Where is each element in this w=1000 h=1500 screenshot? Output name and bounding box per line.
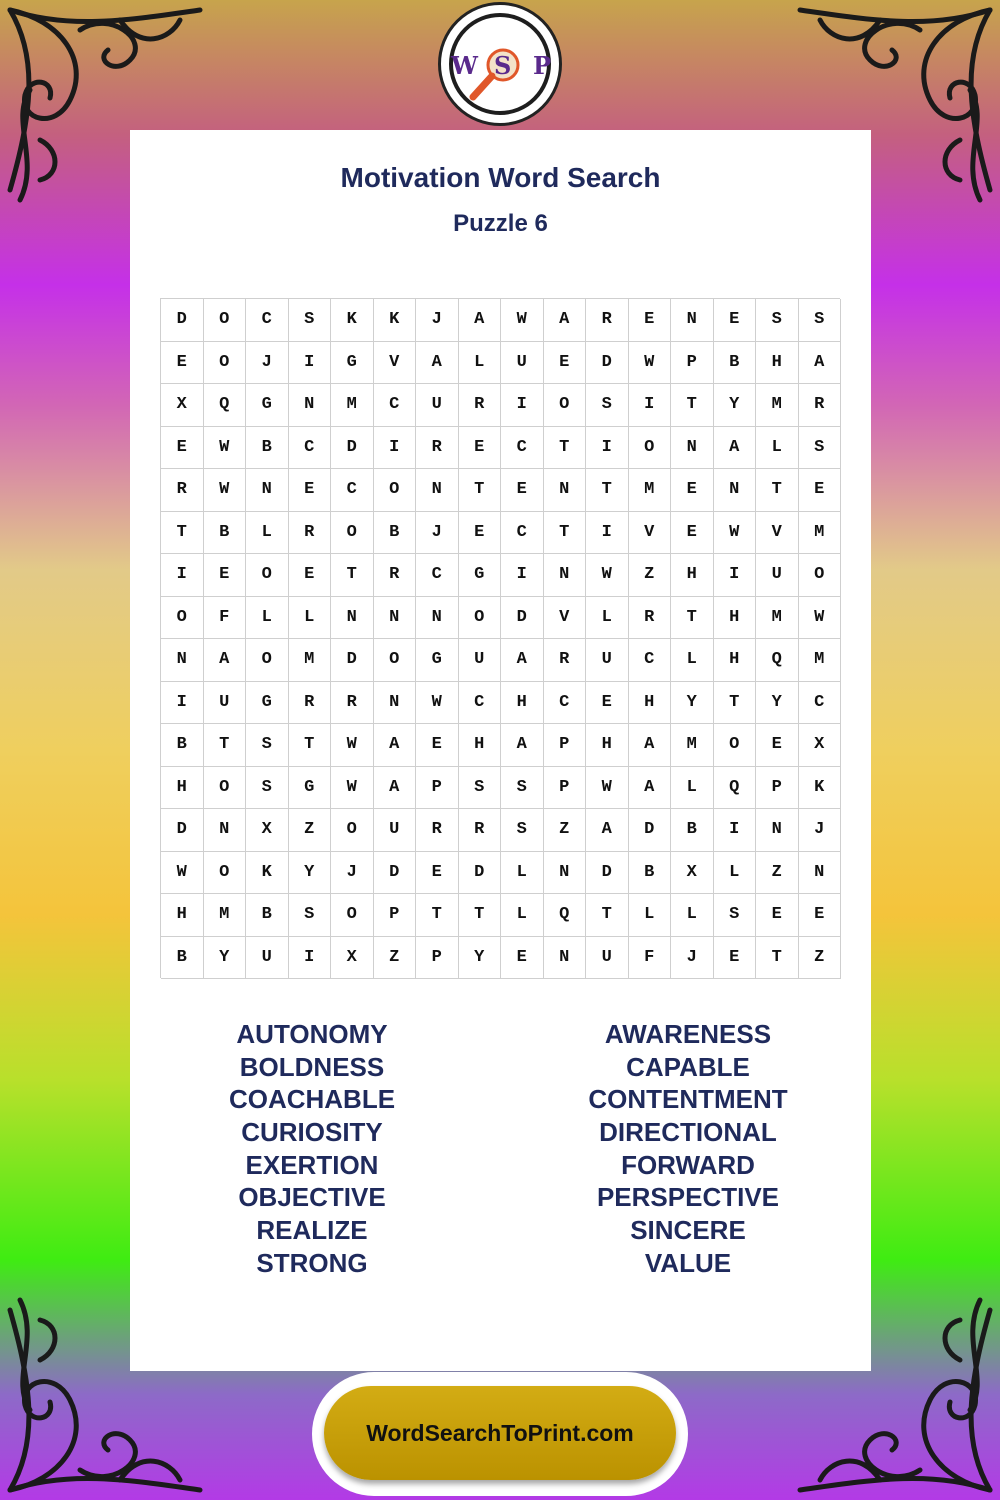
grid-cell[interactable]: N	[714, 469, 757, 512]
word-list-item: SINCERE	[630, 1215, 746, 1246]
grid-cell[interactable]: U	[416, 384, 459, 427]
grid-cell[interactable]: R	[289, 682, 332, 725]
grid-cell[interactable]: H	[501, 682, 544, 725]
grid-cell[interactable]: C	[374, 384, 417, 427]
grid-cell[interactable]: H	[161, 894, 204, 937]
grid-cell[interactable]: O	[204, 767, 247, 810]
grid-cell[interactable]: S	[756, 299, 799, 342]
grid-cell[interactable]: E	[756, 724, 799, 767]
grid-cell[interactable]: W	[501, 299, 544, 342]
grid-cell[interactable]: W	[204, 427, 247, 470]
grid-cell[interactable]: H	[714, 597, 757, 640]
grid-cell[interactable]: K	[799, 767, 842, 810]
grid-cell[interactable]: T	[289, 724, 332, 767]
grid-cell[interactable]: S	[459, 767, 502, 810]
grid-cell[interactable]: A	[501, 724, 544, 767]
grid-cell[interactable]: E	[161, 427, 204, 470]
grid-cell[interactable]: R	[459, 809, 502, 852]
grid-cell[interactable]: O	[246, 639, 289, 682]
grid-cell[interactable]: G	[246, 384, 289, 427]
grid-cell[interactable]: Y	[459, 937, 502, 980]
grid-cell[interactable]: S	[501, 767, 544, 810]
grid-cell[interactable]: E	[161, 342, 204, 385]
grid-cell[interactable]: A	[799, 342, 842, 385]
grid-cell[interactable]: U	[374, 809, 417, 852]
grid-cell[interactable]: T	[671, 384, 714, 427]
grid-cell[interactable]: Z	[629, 554, 672, 597]
grid-cell[interactable]: G	[331, 342, 374, 385]
grid-cell[interactable]: T	[459, 894, 502, 937]
grid-cell[interactable]: P	[544, 767, 587, 810]
grid-cell[interactable]: A	[374, 767, 417, 810]
grid-cell[interactable]: B	[161, 724, 204, 767]
grid-cell[interactable]: B	[629, 852, 672, 895]
grid-cell[interactable]: O	[246, 554, 289, 597]
grid-cell[interactable]: U	[459, 639, 502, 682]
grid-cell[interactable]: M	[756, 384, 799, 427]
grid-cell[interactable]: V	[629, 512, 672, 555]
grid-cell[interactable]: N	[799, 852, 842, 895]
grid-cell[interactable]: M	[799, 639, 842, 682]
grid-cell[interactable]: M	[756, 597, 799, 640]
grid-cell[interactable]: I	[714, 809, 757, 852]
grid-cell[interactable]: L	[586, 597, 629, 640]
grid-cell[interactable]: B	[714, 342, 757, 385]
word-list-item: CAPABLE	[626, 1051, 750, 1082]
grid-cell[interactable]: D	[331, 639, 374, 682]
grid-cell[interactable]: T	[544, 512, 587, 555]
word-list-item: BOLDNESS	[239, 1051, 385, 1082]
grid-cell[interactable]: R	[586, 299, 629, 342]
grid-cell[interactable]: C	[459, 682, 502, 725]
grid-cell[interactable]: T	[331, 554, 374, 597]
grid-cell[interactable]: S	[501, 809, 544, 852]
grid-cell[interactable]: T	[756, 469, 799, 512]
grid-cell[interactable]: E	[459, 427, 502, 470]
grid-cell[interactable]: H	[714, 639, 757, 682]
grid-cell[interactable]: T	[459, 469, 502, 512]
footer-site-label: WordSearchToPrint.com	[366, 1419, 634, 1446]
grid-cell[interactable]: K	[374, 299, 417, 342]
word-list-right	[538, 1018, 838, 1280]
grid-cell[interactable]: M	[671, 724, 714, 767]
grid-cell[interactable]: O	[629, 427, 672, 470]
grid-cell[interactable]: I	[161, 554, 204, 597]
grid-cell[interactable]: H	[161, 767, 204, 810]
grid-cell[interactable]: N	[756, 809, 799, 852]
grid-cell[interactable]: O	[374, 639, 417, 682]
grid-cell[interactable]: I	[501, 554, 544, 597]
grid-cell[interactable]: K	[331, 299, 374, 342]
grid-cell[interactable]: W	[586, 767, 629, 810]
grid-cell[interactable]: I	[289, 937, 332, 980]
grid-cell[interactable]: I	[586, 512, 629, 555]
grid-cell[interactable]: H	[459, 724, 502, 767]
footer-site-button[interactable]	[324, 1386, 676, 1480]
grid-cell[interactable]: S	[246, 767, 289, 810]
grid-cell[interactable]: D	[501, 597, 544, 640]
grid-cell[interactable]: L	[459, 342, 502, 385]
grid-cell[interactable]: O	[374, 469, 417, 512]
grid-cell[interactable]: L	[501, 852, 544, 895]
grid-cell[interactable]: L	[246, 597, 289, 640]
grid-cell[interactable]: L	[756, 427, 799, 470]
grid-cell[interactable]: D	[459, 852, 502, 895]
grid-cell[interactable]: S	[714, 894, 757, 937]
grid-cell[interactable]: R	[416, 809, 459, 852]
grid-cell[interactable]: C	[289, 427, 332, 470]
grid-cell[interactable]: C	[501, 427, 544, 470]
grid-cell[interactable]: M	[204, 894, 247, 937]
grid-cell[interactable]: G	[416, 639, 459, 682]
grid-cell[interactable]: O	[331, 512, 374, 555]
grid-cell[interactable]: C	[544, 682, 587, 725]
word-list-item: STRONG	[256, 1247, 368, 1278]
grid-cell[interactable]: S	[246, 724, 289, 767]
grid-cell[interactable]: J	[246, 342, 289, 385]
grid-cell[interactable]: Z	[374, 937, 417, 980]
grid-cell[interactable]: X	[331, 937, 374, 980]
grid-cell[interactable]: G	[459, 554, 502, 597]
grid-cell[interactable]: I	[586, 427, 629, 470]
grid-cell[interactable]: C	[331, 469, 374, 512]
grid-cell[interactable]: Y	[671, 682, 714, 725]
grid-cell[interactable]: U	[756, 554, 799, 597]
grid-cell[interactable]: Z	[289, 809, 332, 852]
grid-cell[interactable]: W	[331, 767, 374, 810]
grid-cell[interactable]: N	[416, 469, 459, 512]
word-list-item: FORWARD	[621, 1149, 755, 1180]
grid-cell[interactable]: J	[416, 512, 459, 555]
grid-cell[interactable]: U	[586, 937, 629, 980]
grid-cell[interactable]: E	[629, 299, 672, 342]
grid-cell[interactable]: O	[204, 342, 247, 385]
grid-cell[interactable]: E	[586, 682, 629, 725]
grid-cell[interactable]: R	[416, 427, 459, 470]
grid-cell[interactable]: B	[246, 427, 289, 470]
grid-cell[interactable]: Y	[756, 682, 799, 725]
grid-cell[interactable]: L	[671, 639, 714, 682]
grid-cell[interactable]: I	[629, 384, 672, 427]
grid-cell[interactable]: O	[204, 299, 247, 342]
grid-cell[interactable]: A	[501, 639, 544, 682]
grid-cell[interactable]: L	[246, 512, 289, 555]
grid-cell[interactable]: D	[586, 852, 629, 895]
grid-cell[interactable]: Z	[756, 852, 799, 895]
grid-cell[interactable]: Z	[544, 809, 587, 852]
grid-cell[interactable]: Q	[544, 894, 587, 937]
grid-cell[interactable]: A	[204, 639, 247, 682]
word-list-item: PERSPECTIVE	[596, 1182, 780, 1213]
word-list-item: OBJECTIVE	[238, 1182, 386, 1213]
grid-cell[interactable]: R	[544, 639, 587, 682]
grid-cell[interactable]: W	[416, 682, 459, 725]
logo-letter-s: S	[494, 51, 512, 80]
grid-cell[interactable]: D	[629, 809, 672, 852]
grid-cell[interactable]: L	[671, 767, 714, 810]
grid-cell[interactable]: E	[204, 554, 247, 597]
grid-cell[interactable]: H	[671, 554, 714, 597]
grid-cell[interactable]: A	[374, 724, 417, 767]
grid-cell[interactable]: E	[459, 512, 502, 555]
grid-cell[interactable]: C	[416, 554, 459, 597]
grid-cell[interactable]: M	[289, 639, 332, 682]
grid-cell[interactable]: N	[671, 427, 714, 470]
page-title: Motivation Word Search	[340, 162, 661, 193]
letter-grid	[160, 298, 840, 978]
grid-cell[interactable]: E	[416, 852, 459, 895]
grid-cell[interactable]: N	[544, 937, 587, 980]
word-list-item: EXERTION	[245, 1149, 379, 1180]
word-list-item: REALIZE	[256, 1215, 368, 1246]
grid-cell[interactable]: I	[289, 342, 332, 385]
grid-cell[interactable]: B	[671, 809, 714, 852]
grid-cell[interactable]: E	[501, 469, 544, 512]
grid-cell[interactable]: S	[289, 299, 332, 342]
grid-cell[interactable]: C	[799, 682, 842, 725]
grid-cell[interactable]: T	[756, 937, 799, 980]
grid-cell[interactable]: E	[714, 299, 757, 342]
grid-cell[interactable]: B	[374, 512, 417, 555]
grid-cell[interactable]: J	[331, 852, 374, 895]
grid-cell[interactable]: X	[246, 809, 289, 852]
grid-cell[interactable]: H	[756, 342, 799, 385]
puzzle-subtitle: Puzzle 6	[453, 210, 548, 237]
word-list-item: CURIOSITY	[241, 1117, 383, 1148]
grid-cell[interactable]: F	[204, 597, 247, 640]
grid-cell[interactable]: N	[671, 299, 714, 342]
grid-cell[interactable]: M	[799, 512, 842, 555]
grid-cell[interactable]: L	[289, 597, 332, 640]
grid-cell[interactable]: W	[586, 554, 629, 597]
word-list-left	[162, 1018, 462, 1280]
grid-cell[interactable]: K	[246, 852, 289, 895]
grid-cell[interactable]: L	[501, 894, 544, 937]
grid-cell[interactable]: E	[756, 894, 799, 937]
grid-cell[interactable]: C	[246, 299, 289, 342]
grid-cell[interactable]: D	[331, 427, 374, 470]
grid-cell[interactable]: R	[331, 682, 374, 725]
word-list-item: COACHABLE	[228, 1084, 396, 1115]
grid-cell[interactable]: Y	[204, 937, 247, 980]
grid-cell[interactable]: Y	[714, 384, 757, 427]
grid-cell[interactable]: I	[501, 384, 544, 427]
grid-cell[interactable]: A	[629, 724, 672, 767]
grid-cell[interactable]: Y	[289, 852, 332, 895]
grid-cell[interactable]: N	[544, 469, 587, 512]
grid-cell[interactable]: C	[629, 639, 672, 682]
grid-cell[interactable]: A	[586, 809, 629, 852]
grid-cell[interactable]: R	[799, 384, 842, 427]
grid-cell[interactable]: B	[204, 512, 247, 555]
grid-cell[interactable]: P	[416, 767, 459, 810]
word-list-item: DIRECTIONAL	[599, 1117, 777, 1148]
word-list-item: AWARENESS	[604, 1019, 772, 1049]
grid-cell[interactable]: R	[161, 469, 204, 512]
grid-cell[interactable]: E	[671, 469, 714, 512]
grid-cell[interactable]: S	[799, 427, 842, 470]
grid-cell[interactable]: G	[289, 767, 332, 810]
grid-cell[interactable]: I	[161, 682, 204, 725]
grid-cell[interactable]: I	[714, 554, 757, 597]
grid-cell[interactable]: P	[374, 894, 417, 937]
grid-cell[interactable]: L	[671, 894, 714, 937]
grid-cell[interactable]: A	[416, 342, 459, 385]
grid-cell[interactable]: B	[161, 937, 204, 980]
grid-cell[interactable]: Z	[799, 937, 842, 980]
grid-cell[interactable]: L	[629, 894, 672, 937]
grid-cell[interactable]: E	[714, 937, 757, 980]
grid-cell[interactable]: W	[204, 469, 247, 512]
grid-cell[interactable]: O	[459, 597, 502, 640]
word-list-item: VALUE	[644, 1247, 732, 1278]
grid-cell[interactable]: U	[586, 639, 629, 682]
grid-cell[interactable]: E	[671, 512, 714, 555]
grid-cell[interactable]: W	[161, 852, 204, 895]
grid-cell[interactable]: O	[204, 852, 247, 895]
grid-cell[interactable]: D	[161, 809, 204, 852]
grid-cell[interactable]: S	[289, 894, 332, 937]
grid-cell[interactable]: E	[289, 469, 332, 512]
grid-cell[interactable]: T	[586, 469, 629, 512]
grid-cell[interactable]: Q	[756, 639, 799, 682]
grid-cell[interactable]: T	[544, 427, 587, 470]
grid-cell[interactable]: P	[416, 937, 459, 980]
grid-cell[interactable]: P	[756, 767, 799, 810]
word-list-item: CONTENTMENT	[588, 1084, 788, 1115]
grid-cell[interactable]: N	[246, 469, 289, 512]
grid-cell[interactable]: S	[586, 384, 629, 427]
grid-cell[interactable]: O	[331, 894, 374, 937]
grid-cell[interactable]: P	[544, 724, 587, 767]
grid-cell[interactable]: P	[671, 342, 714, 385]
grid-cell[interactable]: T	[416, 894, 459, 937]
grid-cell[interactable]: O	[331, 809, 374, 852]
grid-cell[interactable]: A	[714, 427, 757, 470]
grid-cell[interactable]: T	[671, 597, 714, 640]
grid-cell[interactable]: G	[246, 682, 289, 725]
grid-cell[interactable]: T	[161, 512, 204, 555]
grid-cell[interactable]: O	[161, 597, 204, 640]
grid-cell[interactable]: S	[799, 299, 842, 342]
grid-cell[interactable]: E	[501, 937, 544, 980]
grid-cell[interactable]: W	[629, 342, 672, 385]
grid-cell[interactable]: D	[374, 852, 417, 895]
grid-cell[interactable]: W	[331, 724, 374, 767]
grid-cell[interactable]: F	[629, 937, 672, 980]
grid-cell[interactable]: W	[799, 597, 842, 640]
grid-cell[interactable]: O	[544, 384, 587, 427]
grid-cell[interactable]: X	[799, 724, 842, 767]
grid-cell[interactable]: N	[544, 852, 587, 895]
puzzle-sheet	[130, 130, 871, 1371]
grid-cell[interactable]: R	[629, 597, 672, 640]
grid-cell[interactable]: A	[459, 299, 502, 342]
grid-cell[interactable]: L	[714, 852, 757, 895]
grid-cell[interactable]: J	[671, 937, 714, 980]
grid-cell[interactable]: J	[416, 299, 459, 342]
logo-letter-p: P	[533, 51, 552, 80]
grid-cell[interactable]: R	[459, 384, 502, 427]
grid-cell[interactable]: U	[204, 682, 247, 725]
grid-cell[interactable]: T	[204, 724, 247, 767]
grid-cell[interactable]: U	[501, 342, 544, 385]
grid-cell[interactable]: V	[374, 342, 417, 385]
grid-cell[interactable]: R	[374, 554, 417, 597]
grid-cell[interactable]: A	[544, 299, 587, 342]
grid-cell[interactable]: N	[161, 639, 204, 682]
grid-cell[interactable]: V	[756, 512, 799, 555]
grid-cell[interactable]: N	[374, 682, 417, 725]
grid-cell[interactable]: T	[714, 682, 757, 725]
grid-cell[interactable]: T	[586, 894, 629, 937]
grid-cell[interactable]: D	[161, 299, 204, 342]
grid-cell[interactable]: N	[416, 597, 459, 640]
grid-cell[interactable]: E	[416, 724, 459, 767]
grid-cell[interactable]: X	[671, 852, 714, 895]
grid-cell[interactable]: E	[289, 554, 332, 597]
grid-cell[interactable]: E	[799, 469, 842, 512]
grid-cell[interactable]: R	[289, 512, 332, 555]
grid-cell[interactable]: V	[544, 597, 587, 640]
grid-cell[interactable]: D	[586, 342, 629, 385]
grid-cell[interactable]: I	[374, 427, 417, 470]
grid-cell[interactable]: B	[246, 894, 289, 937]
grid-cell[interactable]: J	[799, 809, 842, 852]
grid-cell[interactable]: N	[331, 597, 374, 640]
grid-cell[interactable]: X	[161, 384, 204, 427]
grid-cell[interactable]: H	[586, 724, 629, 767]
grid-cell[interactable]: A	[629, 767, 672, 810]
grid-cell[interactable]: W	[714, 512, 757, 555]
logo-letter-w: W	[451, 51, 478, 80]
grid-cell[interactable]: E	[544, 342, 587, 385]
word-list-item: AUTONOMY	[236, 1019, 388, 1049]
grid-cell[interactable]: N	[544, 554, 587, 597]
grid-cell[interactable]: Q	[204, 384, 247, 427]
grid-cell[interactable]: M	[331, 384, 374, 427]
grid-cell[interactable]: N	[289, 384, 332, 427]
grid-cell[interactable]: U	[246, 937, 289, 980]
grid-cell[interactable]: M	[629, 469, 672, 512]
grid-cell[interactable]: C	[501, 512, 544, 555]
grid-cell[interactable]: Q	[714, 767, 757, 810]
grid-cell[interactable]: E	[799, 894, 842, 937]
grid-cell[interactable]: H	[629, 682, 672, 725]
grid-cell[interactable]: O	[714, 724, 757, 767]
grid-cell[interactable]: O	[799, 554, 842, 597]
site-logo[interactable]	[438, 2, 562, 126]
grid-cell[interactable]: N	[374, 597, 417, 640]
grid-cell[interactable]: N	[204, 809, 247, 852]
